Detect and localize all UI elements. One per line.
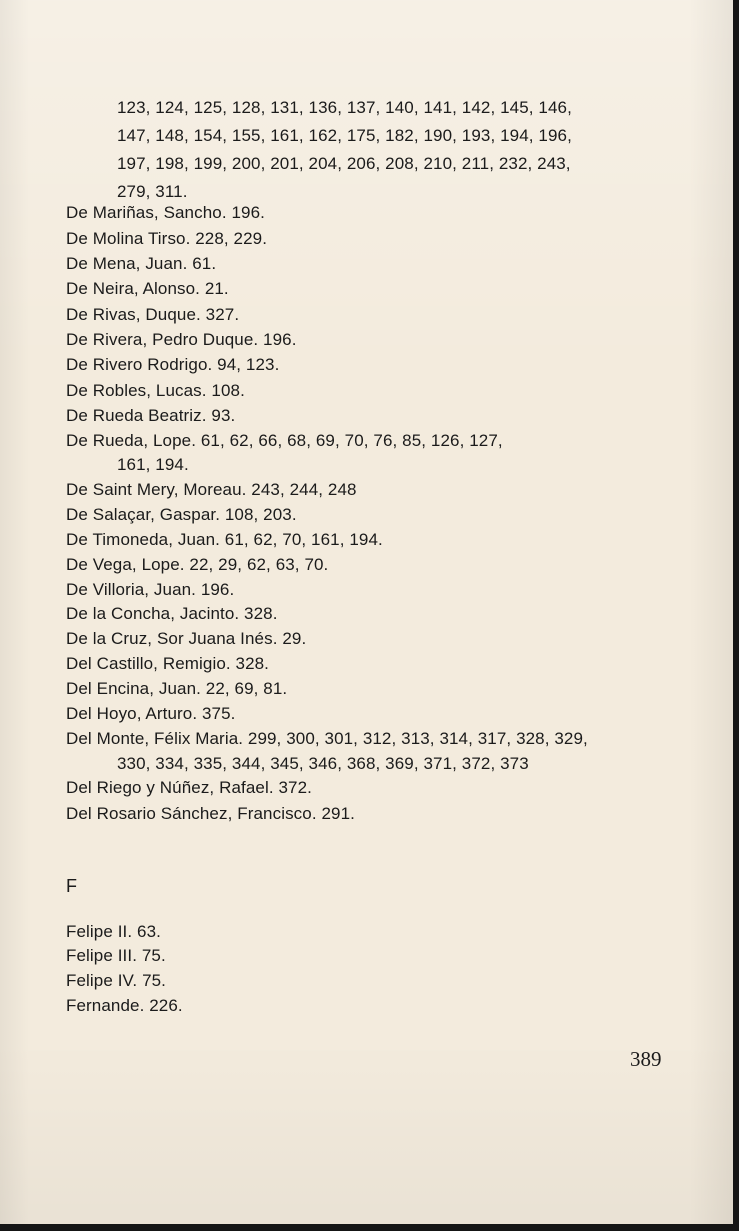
index-entry: Fernande. 226. [66,996,183,1015]
index-entry: De Rueda, Lope. 61, 62, 66, 68, 69, 70, 76, 85, 126, 127, [66,431,503,450]
index-entry: De Robles, Lucas. 108. [66,381,245,400]
index-continuation-line: 279, 311. [117,182,188,201]
index-entry-continuation: 161, 194. [117,455,189,474]
index-entry: De Rivera, Pedro Duque. 196. [66,330,297,349]
index-entry: De Molina Tirso. 228, 229. [66,229,268,248]
index-entry: De la Cruz, Sor Juana Inés. 29. [66,629,307,648]
index-entry: De la Concha, Jacinto. 328. [66,604,278,623]
index-entry: De Rivas, Duque. 327. [66,305,240,324]
index-entry: De Mena, Juan. 61. [66,254,217,273]
index-entry: Del Hoyo, Arturo. 375. [66,704,236,723]
index-entry: De Villoria, Juan. 196. [66,580,235,599]
index-entry: Del Castillo, Remigio. 328. [66,654,270,673]
index-entry: De Saint Mery, Moreau. 243, 244, 248 [66,480,357,499]
index-continuation-line: 147, 148, 154, 155, 161, 162, 175, 182, 190, 193, 194, 196, [117,126,572,145]
index-entry: De Neira, Alonso. 21. [66,279,229,298]
index-entry: De Rivero Rodrigo. 94, 123. [66,355,280,374]
index-continuation-line: 123, 124, 125, 128, 131, 136, 137, 140, 141, 142, 145, 146, [117,98,572,117]
index-entry: Del Monte, Félix Maria. 299, 300, 301, 312, 313, 314, 317, 328, 329, [66,729,588,748]
page-number: 389 [630,1047,662,1071]
index-entry: Del Riego y Núñez, Rafael. 372. [66,778,312,797]
index-continuation-line: 197, 198, 199, 200, 201, 204, 206, 208, 210, 211, 232, 243, [117,154,571,173]
index-entry: De Vega, Lope. 22, 29, 62, 63, 70. [66,555,329,574]
scan-edge-bottom [0,1224,739,1231]
index-entry: Del Rosario Sánchez, Francisco. 291. [66,804,355,823]
index-entry: Del Encina, Juan. 22, 69, 81. [66,679,288,698]
section-letter: F [66,876,77,896]
index-entry: Felipe II. 63. [66,922,161,941]
index-entry-continuation: 330, 334, 335, 344, 345, 346, 368, 369, 371, 372, 373 [117,754,529,773]
index-entry: Felipe IV. 75. [66,971,167,990]
index-entry: De Salaçar, Gaspar. 108, 203. [66,505,297,524]
index-entry: Felipe III. 75. [66,946,166,965]
index-entry: De Rueda Beatriz. 93. [66,406,236,425]
index-entry: De Timoneda, Juan. 61, 62, 70, 161, 194. [66,530,383,549]
index-entry: De Mariñas, Sancho. 196. [66,203,265,222]
scan-edge-right [733,0,739,1231]
